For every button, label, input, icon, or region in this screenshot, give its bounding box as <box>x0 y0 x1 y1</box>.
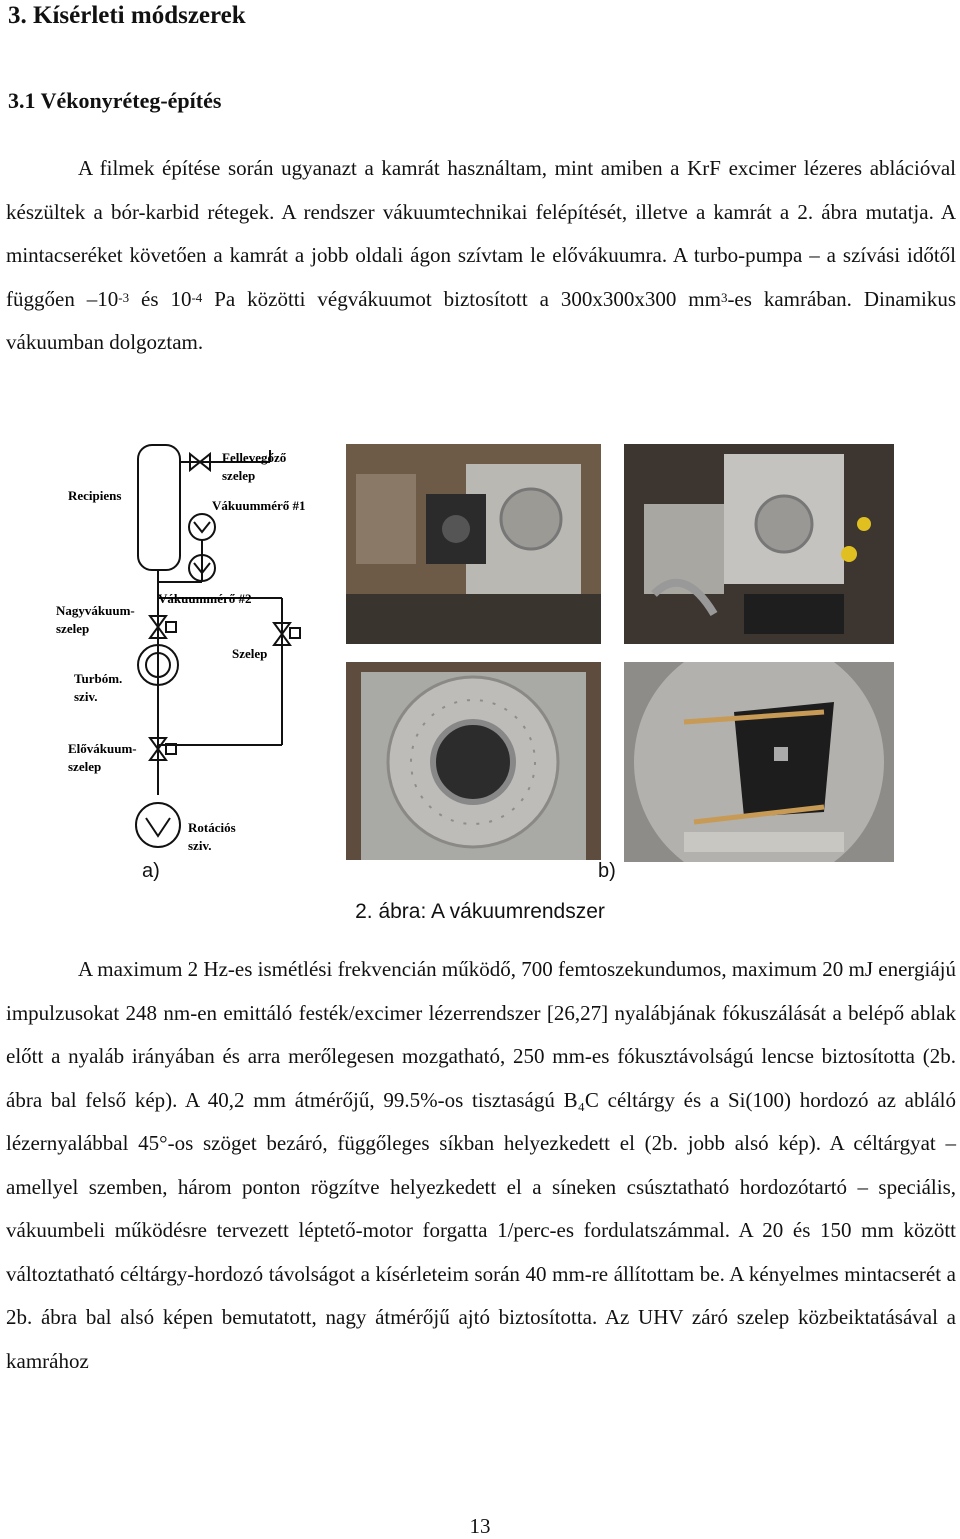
figure-label-b: b) <box>598 860 616 882</box>
paragraph-laser <box>6 948 956 1383</box>
photo-chamber-pumps <box>624 444 894 644</box>
figure-label-a: a) <box>142 860 160 882</box>
label-vakuummero-2: Vákuummérő #2 <box>158 591 252 606</box>
page-number: 13 <box>469 1514 491 1538</box>
para1-sup-3: 3 <box>720 289 728 305</box>
label-turbo-2: sziv. <box>74 689 98 704</box>
label-fellevegozo-2: szelep <box>222 468 256 483</box>
figure-caption: 2. ábra: A vákuumrendszer <box>355 900 605 923</box>
label-fellevegozo-1: Fellevegőző <box>222 450 287 465</box>
label-rotacios-2: sziv. <box>188 838 212 853</box>
label-rotacios-1: Rotációs <box>188 820 236 835</box>
para1-sup-2: -4 <box>191 289 203 305</box>
figure-vacuum-system <box>50 440 910 882</box>
para1-text-1: A filmek építése során ugyanazt a kamrát használtam, mint amiben a KrF excimer lézeres ablációval készültek a bór-karbid rétegek. A rendszer vákuumtechnikai felépítését, illetve a kamrát a 2. ábra mutatja. A mintacseréket követően a kamrát a jobb oldali ágon szívtam le elővákuumra. A turbo-pumpa – a szívási időtől függően –10 <box>6 156 956 311</box>
photo-target-holder <box>624 662 894 862</box>
label-turbo-1: Turbóm. <box>74 671 123 686</box>
chapter-heading: 3. Kísérleti módszerek <box>8 2 246 29</box>
label-elovakuum-2: szelep <box>68 759 102 774</box>
label-recipiens: Recipiens <box>68 488 122 503</box>
label-elovakuum-1: Elővákuum- <box>68 741 137 756</box>
label-szelep: Szelep <box>232 646 268 661</box>
photo-chamber-door <box>346 662 601 860</box>
label-nagyvakuum-2: szelep <box>56 621 90 636</box>
section-heading: 3.1 Vékonyréteg-építés <box>8 88 222 113</box>
para1-text-2: és 10 <box>129 286 192 311</box>
para1-text-4: -es kamrában. Dinamikus vákuumban dolgoztam. <box>6 286 956 354</box>
paragraph-intro <box>6 147 956 365</box>
label-vakuummero-1: Vákuummérő #1 <box>212 498 306 513</box>
label-nagyvakuum-1: Nagyvákuum- <box>56 603 135 618</box>
para1-text-3: Pa közötti végvákuumot biztosított a 300x300x300 mm <box>202 286 721 311</box>
para2-text: A maximum 2 Hz-es ismétlési frekvencián működő, 700 femtoszekundumos, maximum 20 mJ energiájú impulzusokat 248 nm-en emittáló festék/excimer lézerrendszer [26,27] nyalábjának fókuszálását a belépő ablak előtt a nyaláb irányában és arra merőlegesen mozgatható, 250 mm-es fókusztávolságú lencse biztosította (2b. ábra bal felső kép). A 40,2 mm átmérőjű, 99.5%-os tisztaságú B₄C céltárgy és a Si(100) hordozó az abláló lézernyalábbal 45°-os szöget bezáró, függőleges síkban helyezkedett el (2b. jobb alsó kép). A céltárgyat – amellyel szemben, három ponton rögzítve helyezkedett el a síneken csúsztatható hordozótartó – speciális, vákuumbeli működésre tervezett léptető-motor forgatta 1/perc-es fordulatszámmal. A 20 és 150 mm között változtatható céltárgy-hordozó távolságot a kísérleteim során 40 mm-re állítottam be. A kényelmes mintacserét a 2b. ábra bal alsó képen bemutatott, nagy átmérőjű ajtó biztosította. Az UHV záró szelep közbeiktatásával a kamrához <box>6 957 956 1373</box>
photo-chamber-lens <box>346 444 601 644</box>
para1-sup-1: -3 <box>118 289 130 305</box>
vacuum-schematic-diagram <box>50 440 340 860</box>
